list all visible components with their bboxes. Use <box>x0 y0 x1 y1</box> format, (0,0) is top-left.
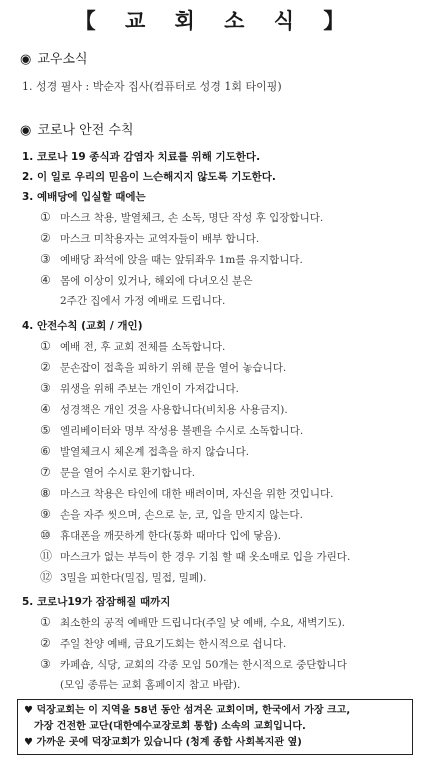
item-number: ⑦ <box>40 465 51 479</box>
list-item <box>40 525 281 546</box>
footer-line-3: ♥ 가까운 곳에 덕장교회가 있습니다 (청계 종합 사회복지관 옆) <box>24 737 302 748</box>
item-number: ④ <box>40 273 51 287</box>
corona-section-heading <box>20 121 134 141</box>
list-item <box>40 378 239 399</box>
list-item <box>40 612 345 633</box>
item-text: 카페숍, 식당, 교회의 각종 모임 50개는 한시적으로 중단합니다 <box>60 659 347 671</box>
list-item-continuation: (모임 종류는 교회 홈페이지 참고 바람). <box>60 679 241 691</box>
item-number: ⑨ <box>40 507 51 521</box>
item-text: 주일 찬양 예배, 금요기도회는 한시적으로 쉽니다. <box>60 638 287 650</box>
item-number: ④ <box>40 402 51 416</box>
news-item: 1. 성경 필사 : 박순자 집사(컴퓨터로 성경 1회 타이핑) <box>22 80 282 93</box>
item-number: ① <box>40 339 51 353</box>
list-item <box>40 654 347 675</box>
news-section-heading <box>20 50 88 70</box>
section-bullet-icon: ◉ <box>20 123 32 138</box>
list-item <box>40 462 195 483</box>
list-item <box>40 399 288 420</box>
footer-line-1: ♥ 덕장교회는 이 지역을 58년 동안 섬겨온 교회이며, 한국에서 가장 크고, <box>24 705 351 716</box>
rule-4-heading: 4. 안전수칙 (교회 / 개인) <box>22 320 143 332</box>
item-text: 손을 자주 씻으며, 손으로 눈, 코, 입을 만지지 않는다. <box>60 509 303 521</box>
item-number: ② <box>40 231 51 245</box>
item-text: 예배 전, 후 교회 전체를 소독합니다. <box>60 341 226 353</box>
rule-3-heading: 3. 예배당에 입실할 때에는 <box>22 191 146 203</box>
list-item <box>40 504 303 525</box>
rule-2: 2. 이 일로 우리의 믿음이 느슨해지지 않도록 기도한다. <box>22 171 276 183</box>
item-number: ③ <box>40 252 51 266</box>
page-title: 【 교 회 소 식 】 <box>74 9 356 33</box>
item-text: 최소한의 공적 예배만 드립니다(주일 낮 예배, 수요, 새벽기도). <box>60 617 346 629</box>
item-number: ① <box>40 615 51 629</box>
corona-heading-label: 코로나 안전 수칙 <box>37 123 134 138</box>
list-item <box>40 567 206 588</box>
list-item <box>40 228 259 249</box>
item-text: 예배당 좌석에 앉을 때는 앞뒤좌우 1m를 유지합니다. <box>60 254 303 266</box>
item-text: 몸에 이상이 있거나, 해외에 다녀오신 분은 <box>60 275 253 287</box>
list-item-continuation: 2주간 집에서 가정 예배로 드립니다. <box>60 295 226 307</box>
item-number: ② <box>40 360 51 374</box>
item-text: 마스크 착용, 발열체크, 손 소독, 명단 작성 후 입장합니다. <box>60 212 324 224</box>
item-number: ⑪ <box>40 549 53 563</box>
list-item <box>40 207 323 228</box>
item-text: 3밀을 피한다(밀집, 밀접, 밀폐). <box>60 572 207 584</box>
rule-5-heading: 5. 코로나19가 잠잠해질 때까지 <box>22 596 171 608</box>
item-number: ⑥ <box>40 444 51 458</box>
item-number: ⑩ <box>40 528 51 542</box>
item-number: ③ <box>40 381 51 395</box>
item-number: ③ <box>40 657 51 671</box>
item-number: ② <box>40 636 51 650</box>
section-bullet-icon: ◉ <box>20 52 32 67</box>
item-number: ⑧ <box>40 486 51 500</box>
footer-line-2: 가장 건전한 교단(대한예수교장로회 통합) 소속의 교회입니다. <box>34 721 306 732</box>
list-item <box>40 420 303 441</box>
item-text: 마스크 착용은 타인에 대한 배려이며, 자신을 위한 것입니다. <box>60 488 334 500</box>
news-heading-label: 교우소식 <box>37 52 88 67</box>
item-text: 발열체크시 체온계 접촉을 하지 않습니다. <box>60 446 250 458</box>
list-item <box>40 336 225 357</box>
list-item <box>40 357 286 378</box>
item-number: ⑤ <box>40 423 51 437</box>
item-text: 마스크 미착용자는 교역자들이 배부 합니다. <box>60 233 260 245</box>
item-text: 휴대폰을 깨끗하게 한다(통화 때마다 입에 닿음). <box>60 530 281 542</box>
list-item <box>40 633 286 654</box>
list-item <box>40 270 252 291</box>
item-number: ① <box>40 210 51 224</box>
list-item <box>40 483 333 504</box>
item-text: 위생을 위해 주보는 개인이 가져갑니다. <box>60 383 239 395</box>
list-item <box>40 441 249 462</box>
church-info-box <box>17 699 413 755</box>
item-text: 문손잡이 접촉을 피하기 위해 문을 열어 놓습니다. <box>60 362 287 374</box>
list-item <box>40 249 303 270</box>
item-text: 엘리베이터와 명부 작성용 볼펜을 수시로 소독합니다. <box>60 425 304 437</box>
rule-1: 1. 코로나 19 종식과 감염자 치료를 위해 기도한다. <box>22 151 261 163</box>
item-text: 문을 열어 수시로 환기합니다. <box>60 467 196 479</box>
list-item <box>40 546 350 567</box>
item-number: ⑫ <box>40 570 53 584</box>
item-text: 성경책은 개인 것을 사용합니다(비치용 사용금지). <box>60 404 288 416</box>
item-text: 마스크가 없는 부득이 한 경우 기침 할 때 옷소매로 입을 가린다. <box>60 551 351 563</box>
